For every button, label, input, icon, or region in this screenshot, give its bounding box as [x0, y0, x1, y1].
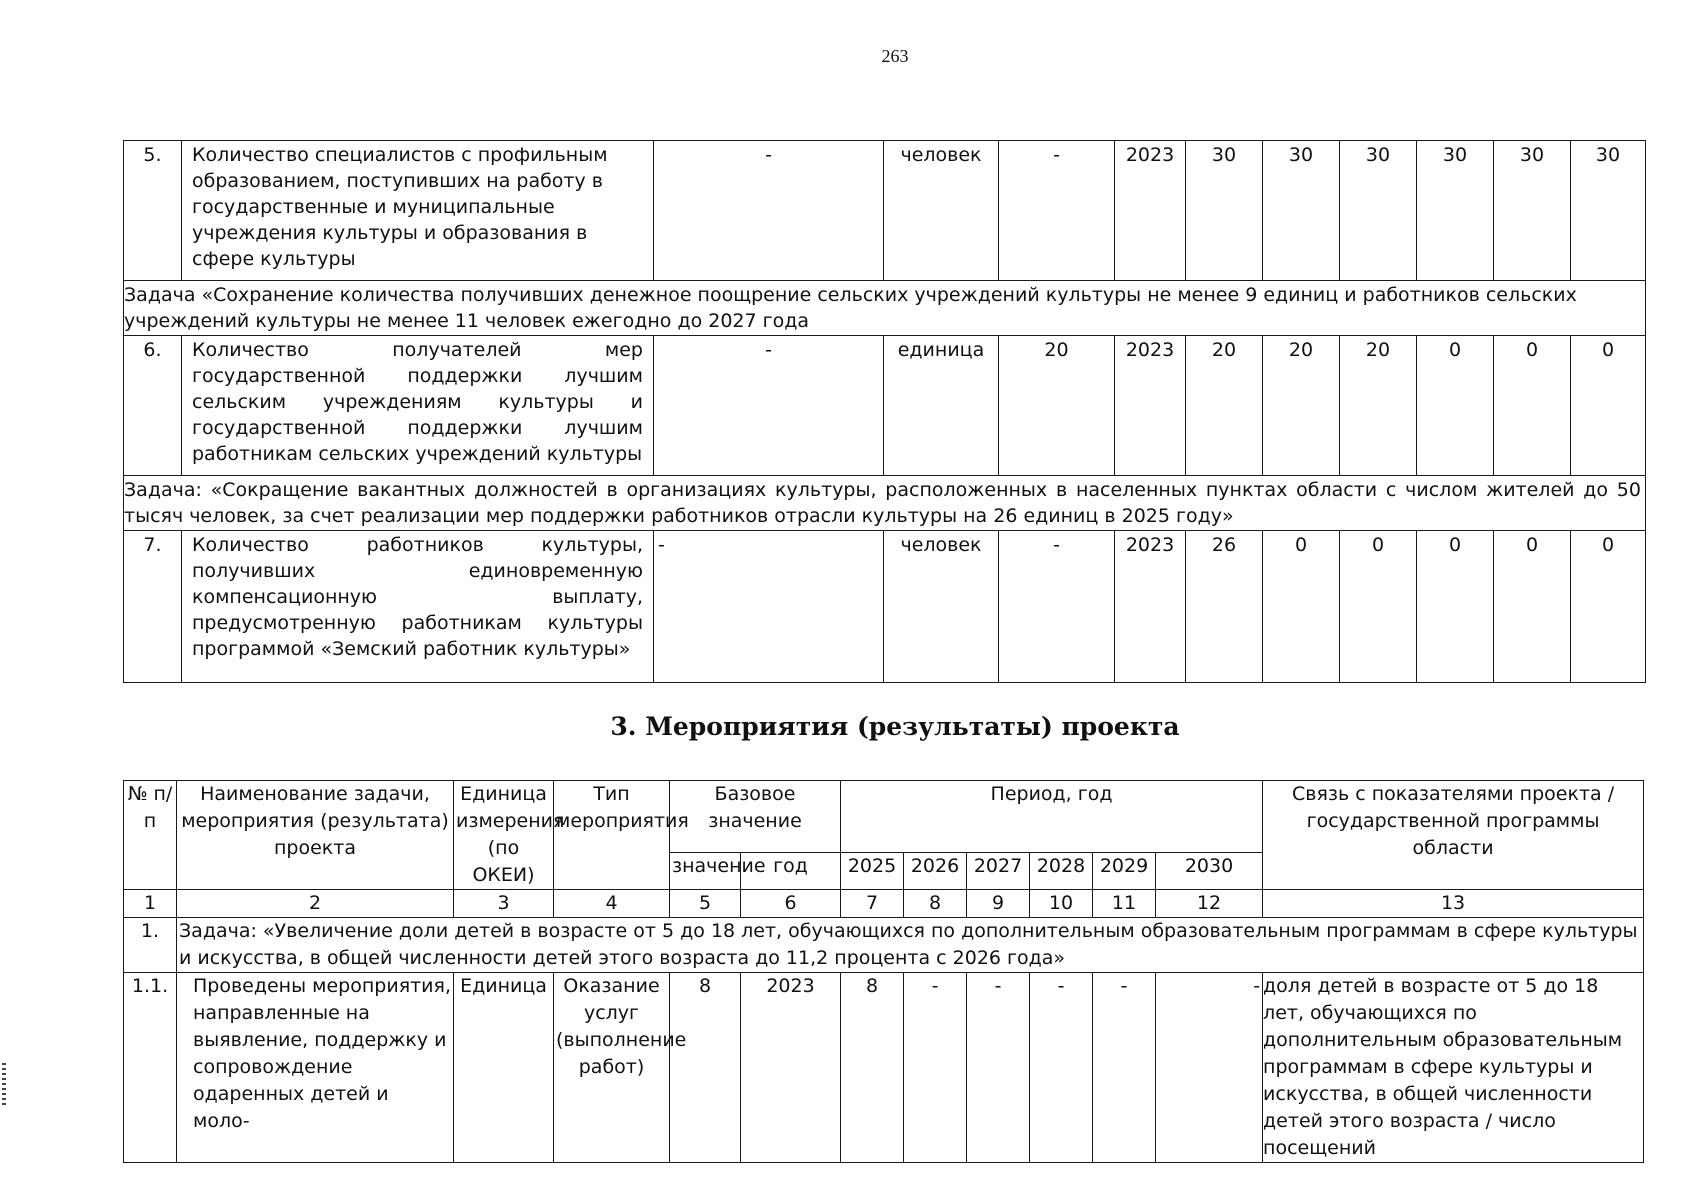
base-year-cell: 2023: [1115, 336, 1186, 476]
value-cell: 20: [1186, 336, 1263, 476]
indicator-name: Количество специалистов с профильным образованием, поступивших на работу в государственные и муниципальные учреждения культуры и образования в сфере культуры: [182, 141, 654, 281]
column-number: 11: [1093, 890, 1156, 918]
unit-cell: человек: [884, 141, 999, 281]
task-text: Задача: «Сокращение вакантных должностей в организациях культуры, расположенных в населенных пунктах области с числом жителей до 50 тысяч человек, за счет реализации мер поддержки работников отрасли культуры на 26 единиц в 2025 году»: [124, 476, 1646, 531]
value-cell: 0: [1417, 531, 1494, 683]
base-value-cell: 8: [670, 973, 741, 1163]
header-year: 2027: [967, 853, 1030, 890]
header-base-year: год: [741, 853, 841, 890]
value-cell: -: [1156, 973, 1263, 1163]
table-row: [124, 141, 1646, 281]
value-cell: 20: [1263, 336, 1340, 476]
header-year: 2029: [1093, 853, 1156, 890]
measure-name: Проведены мероприятия, направленные на выявление, поддержку и сопровождение одаренных детей и моло-: [177, 973, 454, 1163]
base-value-cell: -: [999, 531, 1115, 683]
table-row: [124, 973, 1644, 1163]
header-type: Тип мероприятия: [554, 781, 670, 890]
column-number: 12: [1156, 890, 1263, 918]
type-cell: Оказание услуг (выполнение работ): [554, 973, 670, 1163]
value-cell: 0: [1571, 531, 1646, 683]
value-cell: -: [904, 973, 967, 1163]
row-number: 6.: [124, 336, 182, 476]
column-number: 6: [741, 890, 841, 918]
task-row: [124, 281, 1646, 336]
task-text: Задача «Сохранение количества получивших денежное поощрение сельских учреждений культуры не менее 9 единиц и работников сельских учреждений культуры не менее 11 человек ежегодно до 2027 года: [124, 281, 1646, 336]
indicators-table: [123, 140, 1646, 683]
relation-cell: доля детей в возрасте от 5 до 18 лет, обучающихся по дополнительным образовательным программам в сфере культуры и искусства, в общей численности детей этого возраста / число посещений: [1263, 973, 1644, 1163]
value-cell: -: [967, 973, 1030, 1163]
task-text: Задача: «Увеличение доли детей в возрасте от 5 до 18 лет, обучающихся по дополнительным образовательным программам в сфере культуры и искусства, в общей численности детей этого возраста до 11,2 процента с 2026 года»: [177, 918, 1644, 973]
task-row: [124, 476, 1646, 531]
base-value-cell: 20: [999, 336, 1115, 476]
column-number: 8: [904, 890, 967, 918]
column-number: 13: [1263, 890, 1644, 918]
page-number: 263: [881, 46, 909, 66]
value-cell: 0: [1340, 531, 1417, 683]
header-year: 2025: [841, 853, 904, 890]
value-cell: 26: [1186, 531, 1263, 683]
row-number: 5.: [124, 141, 182, 281]
base-year-cell: 2023: [1115, 531, 1186, 683]
value-cell: -: [1030, 973, 1093, 1163]
header-period: Период, год: [841, 781, 1263, 853]
value-cell: 0: [1494, 336, 1571, 476]
row-number: 1.1.: [124, 973, 177, 1163]
column-number: 3: [454, 890, 554, 918]
column-number: 2: [177, 890, 454, 918]
value-cell: 0: [1494, 531, 1571, 683]
base-year-cell: 2023: [1115, 141, 1186, 281]
column-number-row: [124, 890, 1644, 918]
task-number: 1.: [124, 918, 177, 973]
column-number: 9: [967, 890, 1030, 918]
task-row: [124, 918, 1644, 973]
column-number: 5: [670, 890, 741, 918]
base-value-cell: -: [999, 141, 1115, 281]
margin-mark: [2, 1063, 6, 1105]
column-number: 7: [841, 890, 904, 918]
value-cell: 20: [1340, 336, 1417, 476]
row-number: 7.: [124, 531, 182, 683]
header-name: Наименование задачи, мероприятия (результата) проекта: [177, 781, 454, 890]
indicator-name: Количество работников культуры, получивших единовременную компенсационную выплату, предусмотренную работникам культуры программой «Земский работник культуры»: [182, 531, 654, 683]
column-number: 4: [554, 890, 670, 918]
value-cell: 30: [1494, 141, 1571, 281]
header-relation: Связь с показателями проекта / государственной программы области: [1263, 781, 1644, 890]
cell: -: [654, 141, 884, 281]
column-number: 1: [124, 890, 177, 918]
value-cell: 30: [1571, 141, 1646, 281]
header-year: 2030: [1156, 853, 1263, 890]
measures-table: [123, 780, 1644, 1163]
value-cell: 30: [1340, 141, 1417, 281]
value-cell: 0: [1263, 531, 1340, 683]
value-cell: 8: [841, 973, 904, 1163]
table-row: [124, 531, 1646, 683]
header-base: Базовое значение: [670, 781, 841, 853]
indicator-name: Количество получателей мер государственной поддержки лучшим сельским учреждениям культуры и государственной поддержки лучшим работникам сельских учреждений культуры: [182, 336, 654, 476]
header-year: 2028: [1030, 853, 1093, 890]
table-row: [124, 336, 1646, 476]
column-number: 10: [1030, 890, 1093, 918]
header-base-value: значение: [670, 853, 741, 890]
base-year-cell: 2023: [741, 973, 841, 1163]
header-year: 2026: [904, 853, 967, 890]
value-cell: 0: [1417, 336, 1494, 476]
value-cell: 30: [1417, 141, 1494, 281]
value-cell: -: [1093, 973, 1156, 1163]
unit-cell: Единица: [454, 973, 554, 1163]
unit-cell: человек: [884, 531, 999, 683]
cell: -: [654, 336, 884, 476]
header-num: № п/п: [124, 781, 177, 890]
value-cell: 0: [1571, 336, 1646, 476]
unit-cell: единица: [884, 336, 999, 476]
header-unit: Единица измерения (по ОКЕИ): [454, 781, 554, 890]
section-title: 3. Мероприятия (результаты) проекта: [610, 712, 1180, 741]
value-cell: 30: [1186, 141, 1263, 281]
cell: -: [654, 531, 884, 683]
value-cell: 30: [1263, 141, 1340, 281]
